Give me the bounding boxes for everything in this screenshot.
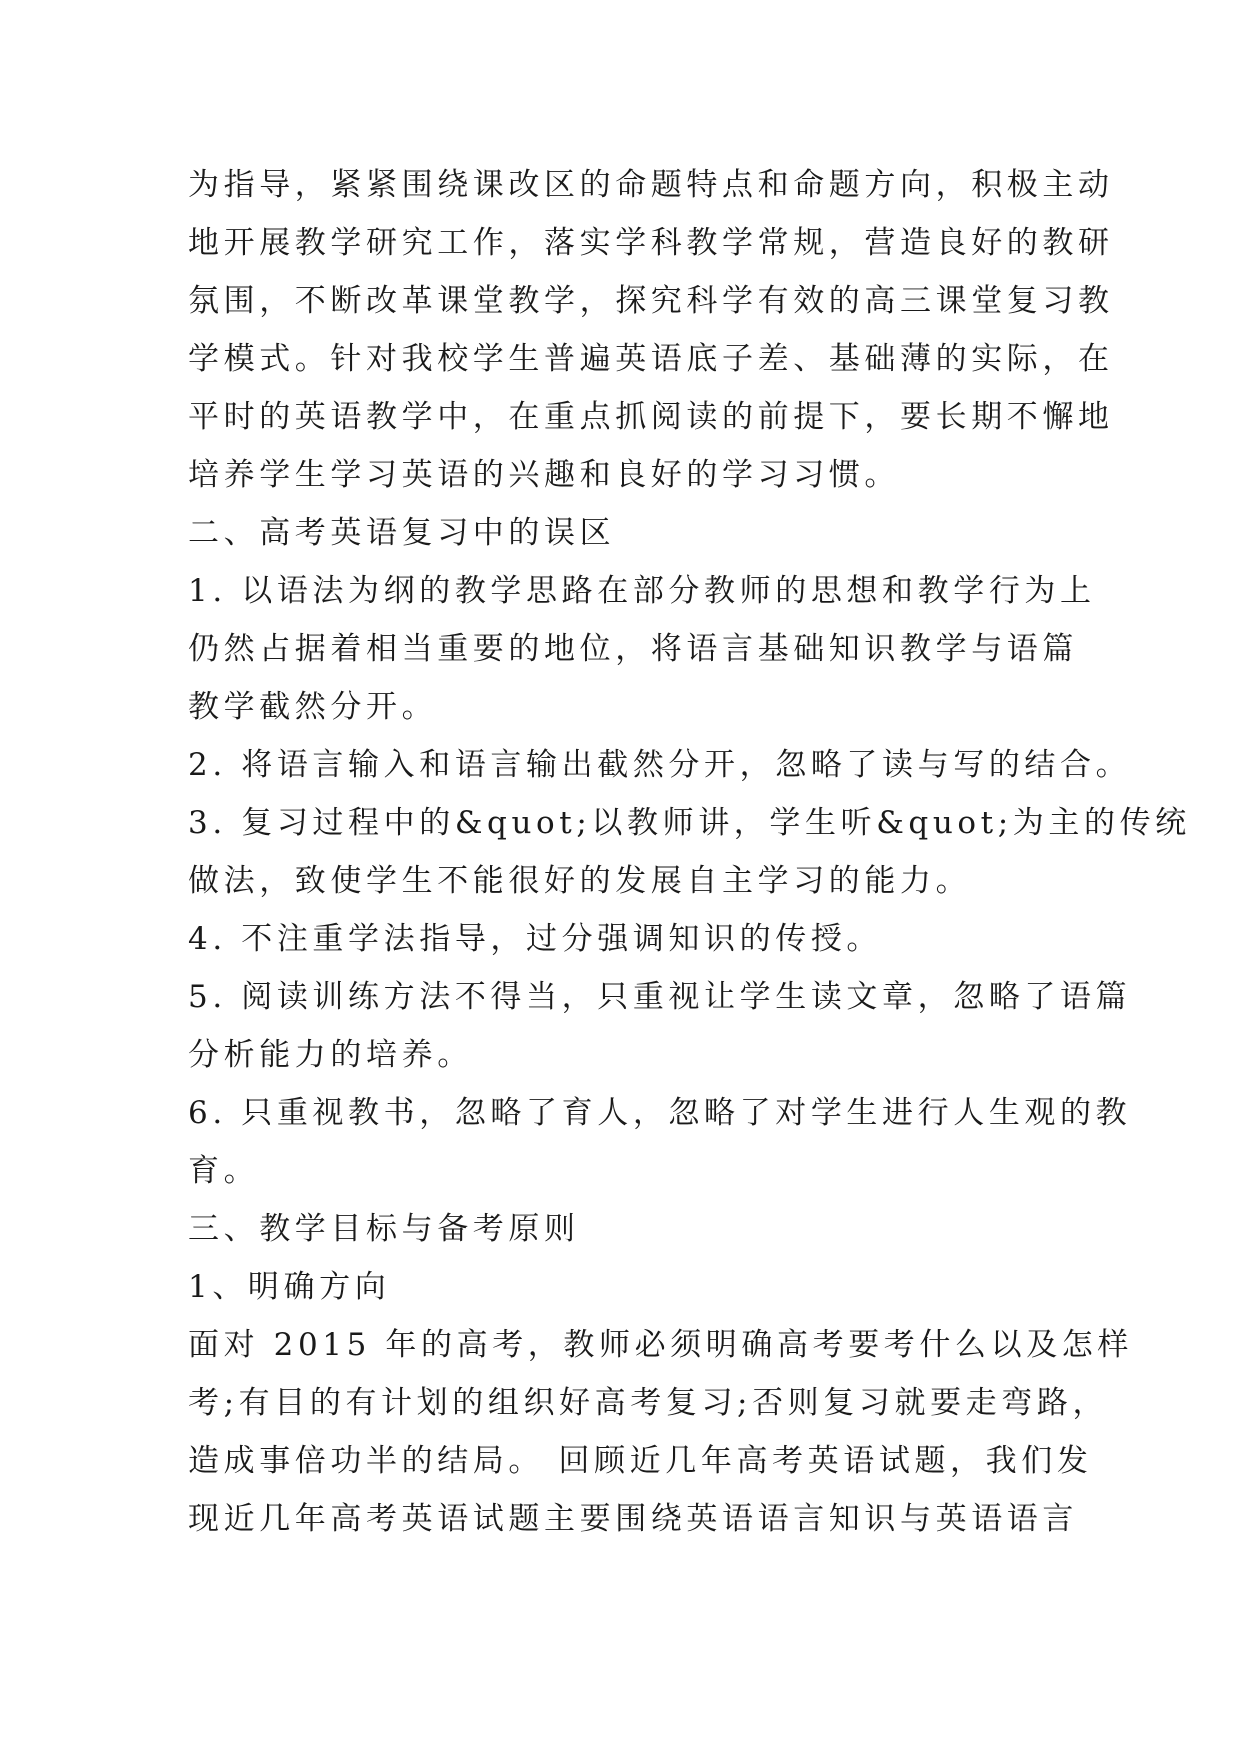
text-line: 面对 2015 年的高考，教师必须明确高考要考什么以及怎样 <box>188 1327 1133 1363</box>
text-line: 为指导，紧紧围绕课改区的命题特点和命题方向，积极主动 <box>188 167 1114 203</box>
section-heading: 三、教学目标与备考原则 <box>188 1211 580 1247</box>
list-item-line: 做法，致使学生不能很好的发展自主学习的能力。 <box>188 863 972 899</box>
subsection-heading: 1、明确方向 <box>188 1269 391 1305</box>
text-line: 平时的英语教学中，在重点抓阅读的前提下，要长期不懈地 <box>188 399 1114 435</box>
list-item-line: 教学截然分开。 <box>188 689 438 725</box>
text-line: 造成事倍功半的结局。 回顾近几年高考英语试题，我们发 <box>188 1443 1093 1479</box>
text-line: 现近几年高考英语试题主要围绕英语语言知识与英语语言 <box>188 1501 1078 1537</box>
list-item-line: 3. 复习过程中的&quot;以教师讲，学生听&quot;为主的传统 <box>188 805 1191 841</box>
document-body <box>188 156 1191 1548</box>
list-item-line: 仍然占据着相当重要的地位，将语言基础知识教学与语篇 <box>188 631 1078 667</box>
list-item-line: 5. 阅读训练方法不得当，只重视让学生读文章，忽略了语篇 <box>188 979 1132 1015</box>
list-item-line: 4. 不注重学法指导，过分强调知识的传授。 <box>188 921 883 957</box>
text-line: 氛围，不断改革课堂教学，探究科学有效的高三课堂复习教 <box>188 283 1114 319</box>
text-line: 考;有目的有计划的组织好高考复习;否则复习就要走弯路， <box>188 1385 1109 1421</box>
list-item-line: 2. 将语言输入和语言输出截然分开，忽略了读与写的结合。 <box>188 747 1132 783</box>
text-line: 培养学生学习英语的兴趣和良好的学习习惯。 <box>188 457 900 493</box>
list-item-line: 育。 <box>188 1153 260 1189</box>
list-item-line: 分析能力的培养。 <box>188 1037 473 1073</box>
text-line: 地开展教学研究工作，落实学科教学常规，营造良好的教研 <box>188 225 1114 261</box>
section-heading: 二、高考英语复习中的误区 <box>188 515 616 551</box>
list-item-line: 1. 以语法为纲的教学思路在部分教师的思想和教学行为上 <box>188 573 1096 609</box>
text-line: 学模式。针对我校学生普遍英语底子差、基础薄的实际，在 <box>188 341 1114 377</box>
list-item-line: 6. 只重视教书，忽略了育人，忽略了对学生进行人生观的教 <box>188 1095 1132 1131</box>
